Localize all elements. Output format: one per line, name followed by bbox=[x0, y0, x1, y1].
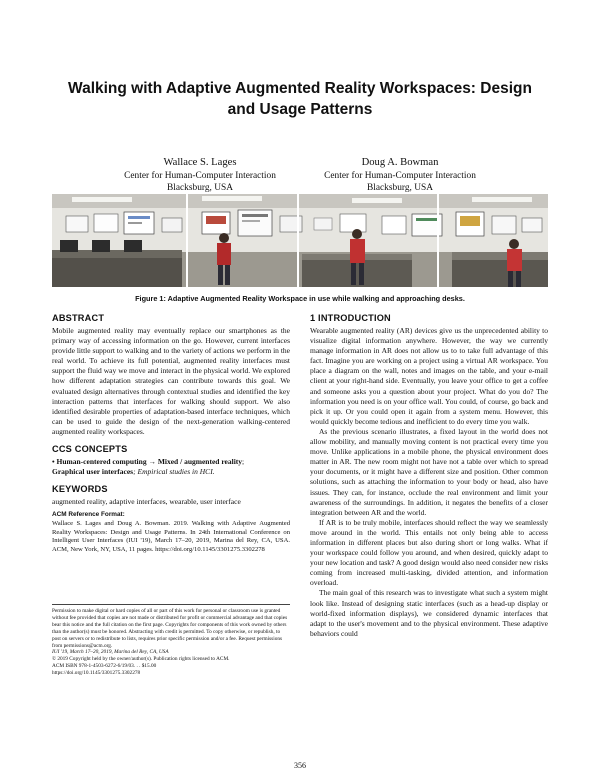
intro-paragraph-2: As the previous scenario illustrates, a fixed layout in the world does not allow mobility, and manually moving content is not practical every time you move. Unlike applications in a mobile phone, the physical environment does matter in AR. The new room might not have not a table over which to spread your documents, or it might have a different size and position. Other common solutions, such as attaching the information to your body or head, also have issues. They can, for instance, occlude the real environment and limit your awareness of the surroundings. In addition, it negates the benefits of a closer integration between AR and the world. bbox=[310, 426, 548, 517]
author-location: Blacksburg, USA bbox=[167, 183, 233, 194]
ccs-line1: • Human-centered computing → Mixed / augmented reality bbox=[52, 457, 243, 467]
office-panorama-illustration bbox=[52, 194, 548, 287]
abstract-heading: ABSTRACT bbox=[52, 313, 105, 323]
author-name: Wallace S. Lages bbox=[163, 157, 237, 168]
permission-text: Permission to make digital or hard copies of all or part of this work for personal or classroom use is granted without fee provided that copies are not made or distributed for profit or commercial advantage and that copies bear this notice and the full citation on the first page. Copyrights for components of this work owned by others than the author(s) must be honored. Abstracting with credit is permitted. To copy otherwise, or republish, to post on servers or to redistribute to lists, requires prior specific permission and/or a fee. Request permissions from permissions@acm.org. bbox=[52, 608, 288, 649]
permission-copyright: © 2019 Copyright held by the owner/author(s). Publication rights licensed to ACM. bbox=[52, 656, 230, 663]
introduction-heading: 1 INTRODUCTION bbox=[310, 313, 391, 323]
teaser-figure-photo bbox=[52, 194, 548, 287]
intro-paragraph-1: Wearable augmented reality (AR) devices give us the unprecedented ability to visualize digital information anywhere. However, the way we currently manage information in AR does not allow us to to take full advantage of this fact. Imagine you are working on a project using a virtual AR workspace. You place a diagram on the wall, notes and images on the table, and your e-mail client at your right-hand side. Eventually, you leave your office to get a coffee and someone asks you a question about your project. What do you do? The information you need is on your office wall. You could, of course, go back and pick it up. Or you could open it again from a system menu. However, this would quickly become tedious and inefficient to do every time you walk. bbox=[310, 326, 548, 426]
page-number: 356 bbox=[294, 761, 306, 770]
permission-footnote bbox=[52, 604, 290, 677]
acm-reference-text: Wallace S. Lages and Doug A. Bowman. 2019. Walking with Adaptive Augmented Reality Workspaces: Design and Usage Patterns. In 24th International Conference on Intelligent User Interfaces (IUI '19), March 17–20, 2019, Marina del Rey, CA, USA. ACM, New York, NY, USA, 11 pages. https://doi.org/10.1145/3301275.3302278 bbox=[52, 519, 290, 553]
ccs-separator: ; bbox=[242, 457, 245, 467]
keywords-text: augmented reality, adaptive interfaces, wearable, user interface bbox=[52, 497, 241, 507]
intro-paragraph-4: The main goal of this research was to investigate what such a system might look like. Instead of designing static interfaces (such as a head-up display or world-fixed information displays), we considered dynamic interfaces that adapt to the user's movement and to the physical environment. These adaptive behaviors could bbox=[310, 588, 548, 638]
author-name: Doug A. Bowman bbox=[361, 157, 439, 168]
paper-title: Walking with Adaptive Augmented Reality Workspaces: Design and Usage Patterns bbox=[68, 80, 532, 118]
ccs-line2: Graphical user interfaces bbox=[52, 467, 134, 477]
right-column bbox=[310, 312, 548, 639]
acm-reference-heading: ACM Reference Format: bbox=[52, 511, 125, 519]
author-affiliation: Center for Human-Computer Interaction bbox=[324, 171, 476, 181]
author-affiliation: Center for Human-Computer Interaction bbox=[124, 171, 276, 181]
permission-isbn: ACM ISBN 978-1-4503-6272-6/19/03. . . $15.00 bbox=[52, 663, 157, 670]
keywords-heading: KEYWORDS bbox=[52, 484, 108, 495]
figure-caption: Figure 1: Adaptive Augmented Reality Workspace in use while walking and approaching desks. bbox=[135, 294, 465, 303]
permission-venue: IUI '19, March 17–20, 2019, Marina del Rey, CA, USA bbox=[52, 649, 169, 656]
left-column bbox=[52, 312, 290, 554]
author-location: Blacksburg, USA bbox=[367, 183, 433, 194]
ccs-heading: CCS CONCEPTS bbox=[52, 444, 128, 455]
intro-paragraph-3: If AR is to be truly mobile, interfaces should reflect the way we seamlessly move around in the world. This entails not only being able to access information in different places but also during short or long walks. What if your workspace could follow you around, and when desired, quickly adapt to your new location and task? A good design would also need consider new risks coming from increased multi-tasking, divided attention, and information overload. bbox=[310, 517, 548, 588]
abstract-text: Mobile augmented reality may eventually replace our smartphones as the primary way of accessing information on the go. However, current interfaces provide little support to walking and to the variety of actions we perform in the real world. To achieve its full potential, augmented reality interfaces must support the fluid way we move and interact in the physical world. We explored how different adaptation strategies can contribute towards this goal. We evaluated design alternatives through contextual studies and identified the key interaction patterns that interfaces for walking should support. We also identified desirable properties of adaptation-based interface techniques, which can be used to guide the design of the next-generation walking-centered augmented reality workspaces. bbox=[52, 326, 290, 436]
permission-doi[interactable]: https://doi.org/10.1145/3301275.3302278 bbox=[52, 670, 141, 677]
ccs-line2-rest: ; Empirical studies in HCI. bbox=[133, 467, 215, 477]
acm-reference bbox=[52, 511, 290, 554]
ccs-concepts bbox=[52, 457, 290, 477]
